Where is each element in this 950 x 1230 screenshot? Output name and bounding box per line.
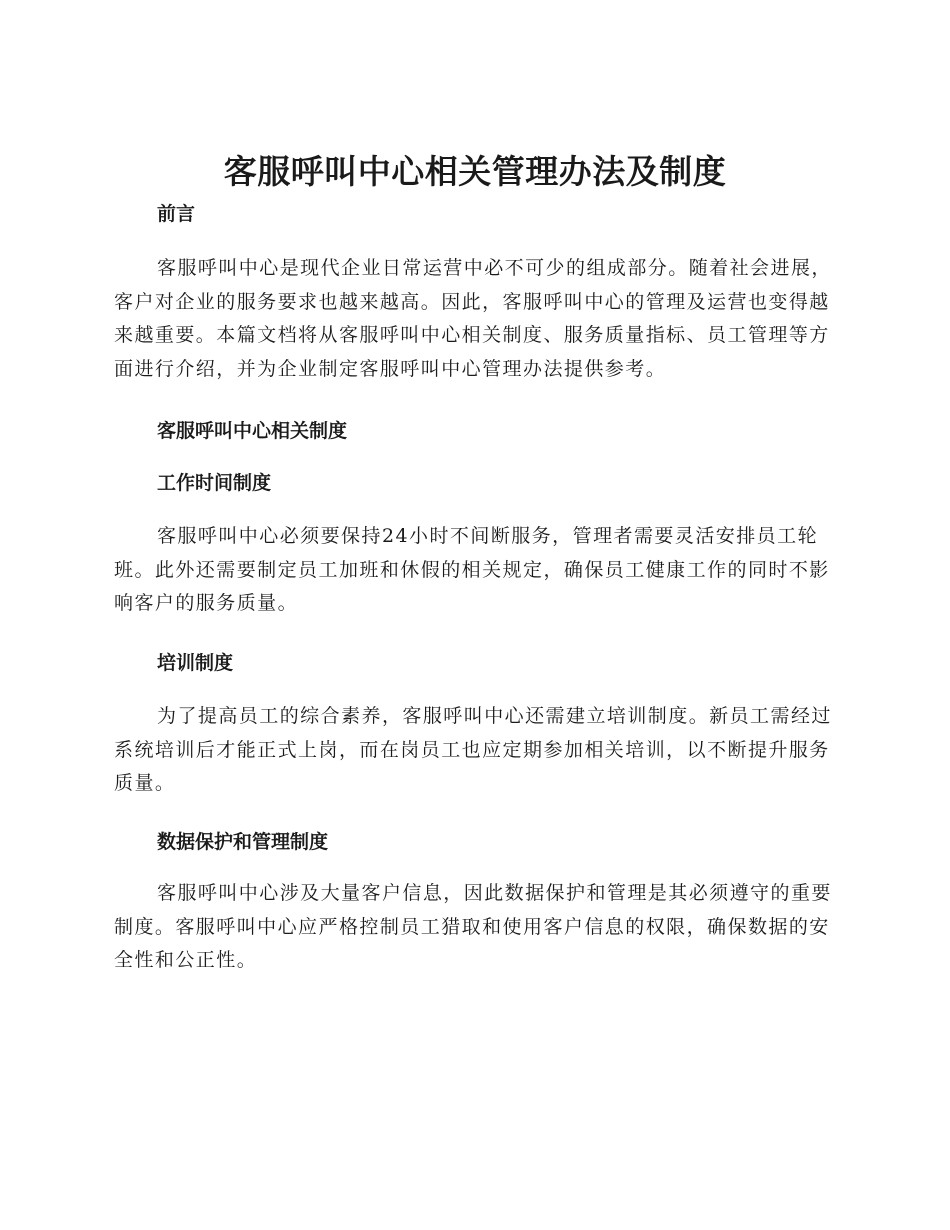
data-protection-paragraph: 客服呼叫中心涉及大量客户信息，因此数据保护和管理是其必须遵守的重要制度。客服呼叫中心应严格控制员工猎取和使用客户信息的权限，确保数据的安全性和公正性。 bbox=[114, 882, 832, 971]
document-title: 客服呼叫中心相关管理办法及制度 bbox=[223, 152, 727, 191]
section-heading-working-hours: 工作时间制度 bbox=[157, 472, 272, 494]
section-heading-data-protection: 数据保护和管理制度 bbox=[157, 831, 329, 853]
section-heading-preface: 前言 bbox=[157, 203, 196, 225]
working-hours-paragraph: 客服呼叫中心必须要保持24小时不间断服务，管理者需要灵活安排员工轮班。此外还需要制定员工加班和休假的相关规定，确保员工健康工作的同时不影响客户的服务质量。 bbox=[114, 525, 830, 614]
training-paragraph: 为了提高员工的综合素养，客服呼叫中心还需建立培训制度。新员工需经过系统培训后才能正式上岗，而在岗员工也应定期参加相关培训，以不断提升服务质量。 bbox=[114, 705, 832, 794]
preface-paragraph: 客服呼叫中心是现代企业日常运营中必不可少的组成部分。随着社会进展，客户对企业的服务要求也越来越高。因此，客服呼叫中心的管理及运营也变得越来越重要。本篇文档将从客服呼叫中心相关制度、服务质量指标、员工管理等方面进行介绍，并为企业制定客服呼叫中心管理办法提供参考。 bbox=[114, 257, 832, 380]
section-heading-related-systems: 客服呼叫中心相关制度 bbox=[157, 420, 348, 442]
section-heading-training: 培训制度 bbox=[157, 652, 234, 674]
